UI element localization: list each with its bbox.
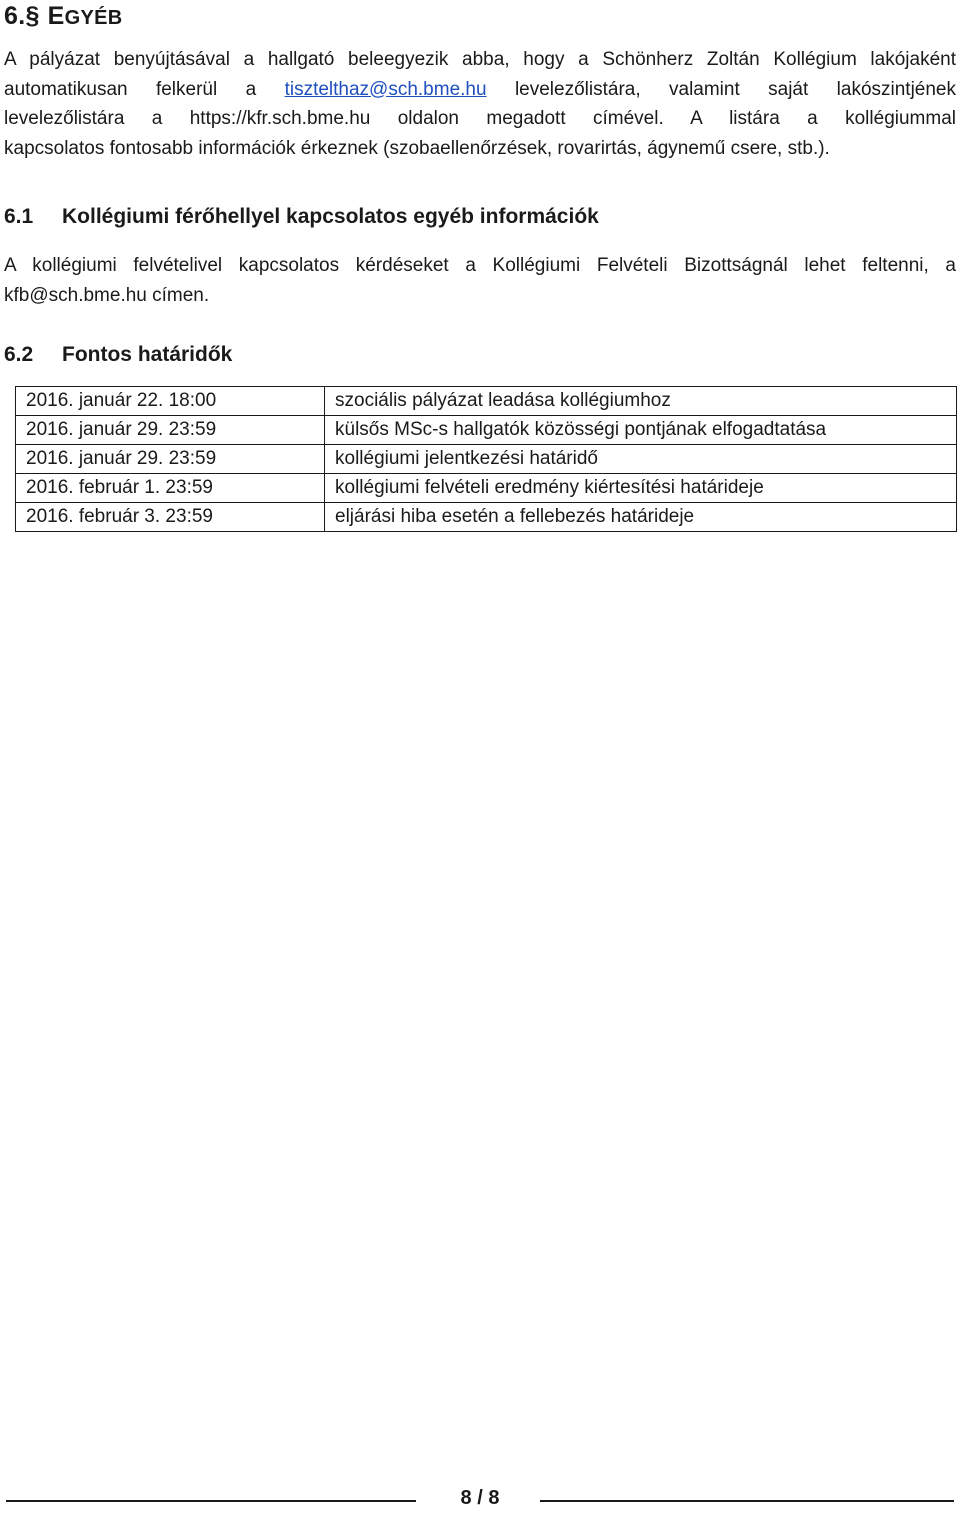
deadline-date: 2016. január 29. 23:59 <box>16 416 325 445</box>
subsection-heading-6-1 <box>4 205 599 229</box>
info-paragraph <box>4 251 956 310</box>
table-row <box>16 387 957 416</box>
intro-line-4: kapcsolatos fontosabb információk érkeznek (szobaellenőrzések, rovarirtás, ágynemű csere, stb.). <box>4 137 830 159</box>
page-number: 8 / 8 <box>460 1487 500 1509</box>
section-heading <box>4 2 123 31</box>
info-line-2: kfb@sch.bme.hu címen. <box>4 284 210 306</box>
intro-line-2-post: levelezőlistára, valamint saját lakószintjének <box>486 78 957 100</box>
section-number: 6.§ <box>4 2 40 30</box>
deadline-event: szociális pályázat leadása kollégiumhoz <box>325 387 957 416</box>
subsection-title: Fontos határidők <box>62 343 233 366</box>
subsection-title: Kollégiumi férőhellyel kapcsolatos egyéb információk <box>62 205 599 228</box>
deadline-date: 2016. január 29. 23:59 <box>16 445 325 474</box>
intro-line-3: levelezőlistára a https://kfr.sch.bme.hu oldalon megadott címével. A listára a kollégiummal <box>4 108 956 129</box>
table-row <box>16 416 957 445</box>
table-row <box>16 445 957 474</box>
section-title-rest: GYÉB <box>64 7 123 29</box>
intro-line-1: A pályázat benyújtásával a hallgató beleegyezik abba, hogy a Schönherz Zoltán Kollégium lakójaként <box>4 49 956 70</box>
intro-line-2 <box>4 75 956 105</box>
table-row <box>16 503 957 532</box>
deadline-event: külsős MSc-s hallgatók közösségi pontjának elfogadtatása <box>325 416 957 445</box>
subsection-number: 6.2 <box>4 343 34 366</box>
deadline-date: 2016. február 1. 23:59 <box>16 474 325 503</box>
deadline-date: 2016. január 22. 18:00 <box>16 387 325 416</box>
footer-rule-left <box>6 1500 416 1502</box>
subsection-number: 6.1 <box>4 205 34 228</box>
intro-line-2-pre: automatikusan felkerül a <box>4 78 285 100</box>
deadline-event: eljárási hiba esetén a fellebezés határideje <box>325 503 957 532</box>
table-row <box>16 474 957 503</box>
info-line-1: A kollégiumi felvételivel kapcsolatos kérdéseket a Kollégiumi Felvételi Bizottságnál lehet feltenni, a <box>4 255 956 276</box>
deadlines-table <box>15 386 957 532</box>
footer-rule-right <box>540 1500 954 1502</box>
subsection-heading-6-2 <box>4 343 232 367</box>
deadline-event: kollégiumi felvételi eredmény kiértesítési határideje <box>325 474 957 503</box>
deadline-event: kollégiumi jelentkezési határidő <box>325 445 957 474</box>
intro-paragraph <box>4 45 956 163</box>
deadline-date: 2016. február 3. 23:59 <box>16 503 325 532</box>
mailing-list-link[interactable]: tisztelthaz@sch.bme.hu <box>284 78 487 100</box>
section-title-initial: E <box>47 2 65 30</box>
